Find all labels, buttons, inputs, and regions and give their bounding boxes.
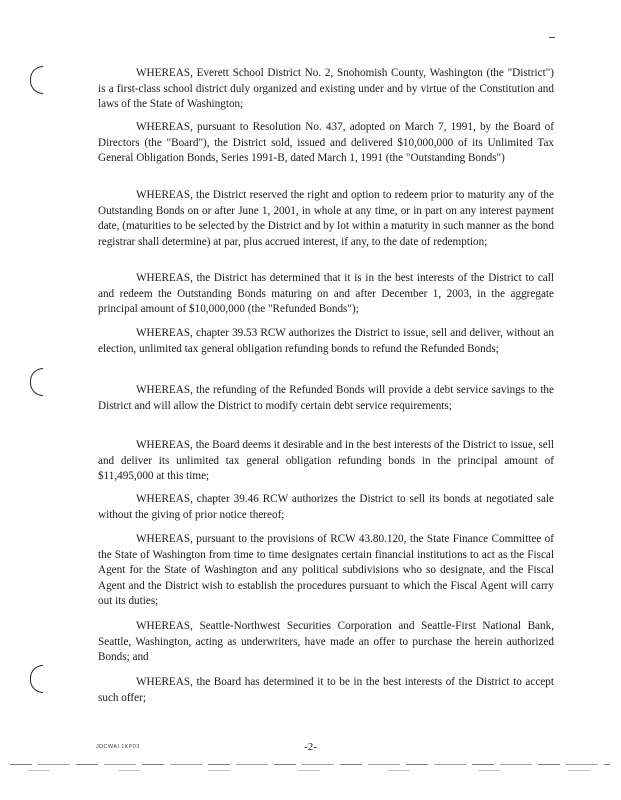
recital-paragraph: WHEREAS, Everett School District No. 2, Snohomish County, Washington (the "District") is a first-class school district duly organized and existing under and by virtue of the Constitution and laws of the State of Washington; bbox=[98, 67, 554, 111]
recital-paragraph: WHEREAS, pursuant to Resolution No. 437, adopted on March 7, 1991, by the Board of Directors (the "Board"), the District sold, issued and delivered $10,000,000 of its Unlimited Tax General Obligation Bonds, Series 1991-B, dated March 1, 1991 (the "Outstanding Bonds") bbox=[98, 121, 554, 165]
recital-paragraph: WHEREAS, pursuant to the provisions of RCW 43.80.120, the State Finance Committee of the State of Washington from time to time designates certain financial institutions to act as the Fiscal Agent for the State of Washington and any political subdivisions who so designate, and the Fiscal Agent and the District wish to establish the procedures pursuant to which the Fiscal Agent will carry out its duties; bbox=[98, 533, 554, 608]
recital-paragraph: WHEREAS, the District has determined that it is in the best interests of the District to call and redeem the Outstanding Bonds maturing on and after December 1, 2003, in the aggregate principal amount of $10,000,000 (the "Refunded Bonds"); bbox=[98, 272, 554, 316]
recital-paragraph: WHEREAS, the Board deems it desirable and in the best interests of the District to issue, sell and deliver its unlimited tax general obligation refunding bonds in the principal amount of $11,495,000 at this time; bbox=[98, 439, 554, 483]
recital-paragraph: WHEREAS, chapter 39.46 RCW authorizes the District to sell its bonds at negotiated sale without the giving of prior notice thereof; bbox=[98, 493, 554, 521]
scan-mark bbox=[549, 37, 555, 38]
binder-hole-mark bbox=[30, 66, 43, 94]
recital-paragraph: WHEREAS, chapter 39.53 RCW authorizes the District to issue, sell and deliver, without an election, unlimited tax general obligation refunding bonds to refund the Refunded Bonds; bbox=[98, 327, 554, 355]
recital-paragraph: WHEREAS, the District reserved the right and option to redeem prior to maturity any of the Outstanding Bonds on or after June 1, 2001, in whole at any time, or in part on any interest payment date, (maturities to be selected by the District and by lot within a maturity in such manner as the bond registrar shall determine) at par, plus accrued interest, if any, to the date of redemption; bbox=[98, 189, 554, 248]
scan-artifact bbox=[10, 770, 610, 771]
recital-paragraph: WHEREAS, Seattle-Northwest Securities Corporation and Seattle-First National Bank, Seattle, Washington, acting as underwriters, have made an offer to purchase the herein authorized Bonds; and bbox=[98, 620, 554, 664]
binder-hole-mark bbox=[30, 665, 43, 693]
recital-paragraph: WHEREAS, the Board has determined it to be in the best interests of the District to accept such offer; bbox=[98, 676, 554, 704]
recital-paragraph: WHEREAS, the refunding of the Refunded Bonds will provide a debt service savings to the District and will allow the District to modify certain debt service requirements; bbox=[98, 384, 554, 412]
page-number: -2- bbox=[304, 741, 317, 753]
document-code: JDCWAI.1KP03 bbox=[96, 744, 140, 750]
scan-artifact bbox=[10, 764, 610, 765]
binder-hole-mark bbox=[30, 368, 43, 396]
